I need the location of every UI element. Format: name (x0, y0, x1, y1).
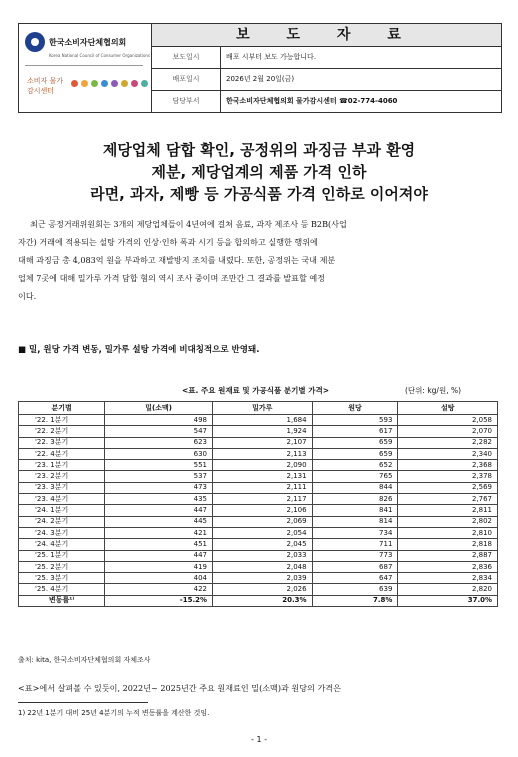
value-cell: 447 (105, 550, 213, 561)
table-row (19, 494, 498, 505)
column-header: 밀(소맥) (105, 402, 213, 415)
value-cell: 445 (105, 516, 213, 527)
quarter-cell: '25. 4분기 (19, 584, 105, 595)
value-cell: 2,282 (398, 437, 498, 448)
value-cell: 447 (105, 505, 213, 516)
value-cell: 537 (105, 471, 213, 482)
source-note: 출처: kita, 한국소비자단체협의회 자체조사 (18, 656, 151, 664)
column-header: 분기별 (19, 402, 105, 415)
value-cell: 2,810 (398, 527, 498, 538)
table-body (19, 415, 498, 607)
header-row-release-time (152, 47, 501, 69)
column-header: 설탕 (398, 402, 498, 415)
table-row (19, 527, 498, 538)
quarter-cell: '23. 3분기 (19, 482, 105, 493)
table-row (19, 426, 498, 437)
value-cell: 639 (312, 584, 398, 595)
value-cell: 2,090 (213, 460, 313, 471)
value-cell: 1,684 (213, 415, 313, 426)
table-row (19, 561, 498, 572)
table-row (19, 482, 498, 493)
value-cell: 2,887 (398, 550, 498, 561)
value-cell: 435 (105, 494, 213, 505)
value-cell: 773 (312, 550, 398, 561)
value-cell: 647 (312, 573, 398, 584)
value-cell: 2,834 (398, 573, 498, 584)
quarter-cell: '22. 2분기 (19, 426, 105, 437)
value-cell: 551 (105, 460, 213, 471)
value-cell: 547 (105, 426, 213, 437)
org-emblem-icon (25, 32, 45, 52)
value-cell: 2,048 (213, 561, 313, 572)
page-number: - 1 - (251, 735, 267, 744)
value-cell: 734 (312, 527, 398, 538)
table-row (19, 550, 498, 561)
quarter-cell: '24. 3분기 (19, 527, 105, 538)
value-cell: 2,820 (398, 584, 498, 595)
value-cell: 2,818 (398, 539, 498, 550)
org-subtitle: Korea National Council of Consumer Organizations (49, 53, 151, 58)
value-cell: 451 (105, 539, 213, 550)
quarter-cell: '23. 2분기 (19, 471, 105, 482)
value-cell: 419 (105, 561, 213, 572)
value-cell: 841 (312, 505, 398, 516)
value-cell: 421 (105, 527, 213, 538)
intro-line: 이다. (18, 291, 37, 301)
org-name: 한국소비자단체협의회 (49, 37, 127, 47)
center-name: 소비자 물가감시센터 (27, 77, 64, 95)
value-cell: 404 (105, 573, 213, 584)
value-cell: 2,378 (398, 471, 498, 482)
table-row (19, 584, 498, 595)
quarter-cell: '24. 2분기 (19, 516, 105, 527)
value-cell: 2,058 (398, 415, 498, 426)
value-cell: 2,117 (213, 494, 313, 505)
value-cell: 687 (312, 561, 398, 572)
price-table (18, 401, 498, 607)
value-cell: 2,054 (213, 527, 313, 538)
value-cell: 2,107 (213, 437, 313, 448)
headline-line-3: 라면, 과자, 제빵 등 가공식품 가격 인하로 이어져야 (90, 185, 428, 203)
table-unit: (단위: kg/원, %) (405, 386, 462, 395)
table-row (19, 415, 498, 426)
quarter-cell: '25. 3분기 (19, 573, 105, 584)
value-cell: 422 (105, 584, 213, 595)
quarter-cell: '22. 1분기 (19, 415, 105, 426)
value-cell: 2,111 (213, 482, 313, 493)
headline-line-2: 제분, 제당업계의 제품 가격 인하 (151, 163, 367, 181)
header-row-department (152, 91, 501, 113)
quarter-cell: '23. 4분기 (19, 494, 105, 505)
table-row (19, 505, 498, 516)
value-cell: 2,026 (213, 584, 313, 595)
value-cell: 2,039 (213, 573, 313, 584)
value-cell: 2,811 (398, 505, 498, 516)
center-logo-dots-icon (71, 80, 148, 87)
quarter-cell: '22. 3분기 (19, 437, 105, 448)
intro-line: 업체 7곳에 대해 밀가루 가격 담합 혐의 역시 조사 중이며 조만간 그 결과를 발표할 예정 (18, 273, 326, 283)
intro-line: 최근 공정거래위원회는 3개의 제당업체들이 4년여에 걸쳐 음료, 과자 제조사 등 B2B(사업 (30, 219, 347, 229)
column-header: 원당 (312, 402, 398, 415)
header-value: 2026년 2월 20일(금) (226, 75, 295, 83)
value-cell: 473 (105, 482, 213, 493)
value-cell: 652 (312, 460, 398, 471)
value-cell: 844 (312, 482, 398, 493)
table-row (19, 516, 498, 527)
value-cell: 2,131 (213, 471, 313, 482)
value-cell: 7.8% (312, 595, 398, 606)
value-cell: 2,113 (213, 448, 313, 459)
value-cell: 659 (312, 448, 398, 459)
value-cell: 2,836 (398, 561, 498, 572)
table-row (19, 573, 498, 584)
value-cell: 826 (312, 494, 398, 505)
change-rate-row (19, 595, 498, 606)
quarter-cell: 변동률¹⁾ (19, 595, 105, 606)
header-value: 배포 시부터 보도 가능합니다. (226, 53, 317, 61)
logo-divider (25, 65, 143, 66)
footnote: 1) 22년 1분기 대비 25년 4분기의 누적 변동률을 계산한 것임. (18, 709, 210, 717)
value-cell: 711 (312, 539, 398, 550)
intro-line: 자간) 거래에 적용되는 설탕 가격의 인상·인하 폭과 시기 등을 합의하고 실행한 행위에 (18, 237, 318, 247)
value-cell: 617 (312, 426, 398, 437)
value-cell: 2,069 (213, 516, 313, 527)
value-cell: 498 (105, 415, 213, 426)
quarter-cell: '22. 4분기 (19, 448, 105, 459)
value-cell: 765 (312, 471, 398, 482)
footnote-divider (18, 702, 148, 703)
section-heading: ■ 밀, 원당 가격 변동, 밀가루 설탕 가격에 비대칭적으로 반영돼. (18, 345, 260, 355)
value-cell: 20.3% (213, 595, 313, 606)
value-cell: 630 (105, 448, 213, 459)
table-header-row (19, 402, 498, 415)
headline-line-1: 제당업체 담합 확인, 공정위의 과징금 부과 환영 (102, 141, 416, 159)
value-cell: 2,033 (213, 550, 313, 561)
value-cell: 659 (312, 437, 398, 448)
column-header: 밀가루 (213, 402, 313, 415)
table-row (19, 437, 498, 448)
value-cell: 2,070 (398, 426, 498, 437)
table-row (19, 460, 498, 471)
header-row-distribution-date (152, 69, 501, 91)
value-cell: 37.0% (398, 595, 498, 606)
quarter-cell: '24. 4분기 (19, 539, 105, 550)
value-cell: 2,106 (213, 505, 313, 516)
header-label: 담당부서 (152, 91, 221, 113)
value-cell: 623 (105, 437, 213, 448)
intro-paragraph (18, 215, 498, 305)
value-cell: 2,802 (398, 516, 498, 527)
value-cell: 2,045 (213, 539, 313, 550)
quarter-cell: '23. 1분기 (19, 460, 105, 471)
intro-line: 대해 과징금 총 4,083억 원을 부과하고 재발방지 조치를 내렸다. 또한, 공정위는 국내 제분 (18, 255, 336, 265)
table-row (19, 471, 498, 482)
value-cell: 2,569 (398, 482, 498, 493)
press-header (18, 23, 502, 113)
quarter-cell: '25. 2분기 (19, 561, 105, 572)
value-cell: 814 (312, 516, 398, 527)
header-label: 보도일시 (152, 47, 221, 68)
body-continuation: <표>에서 살펴볼 수 있듯이, 2022년~ 2025년간 주요 원재료인 밀(소맥)과 원당의 가격은 (18, 683, 341, 693)
org-logo (25, 32, 126, 52)
value-cell: -15.2% (105, 595, 213, 606)
value-cell: 1,924 (213, 426, 313, 437)
press-release-title: 보 도 자 료 (152, 24, 501, 47)
table-row (19, 448, 498, 459)
value-cell: 2,767 (398, 494, 498, 505)
header-value: 한국소비자단체협의회 물가감시센터 ☎02-774-4060 (226, 97, 398, 105)
logo-block (19, 24, 152, 112)
table-caption: <표. 주요 원재료 및 가공식품 분기별 가격> (182, 386, 330, 395)
value-cell: 2,368 (398, 460, 498, 471)
quarter-cell: '25. 1분기 (19, 550, 105, 561)
value-cell: 593 (312, 415, 398, 426)
quarter-cell: '24. 1분기 (19, 505, 105, 516)
table-row (19, 539, 498, 550)
header-label: 배포일시 (152, 69, 221, 90)
value-cell: 2,340 (398, 448, 498, 459)
